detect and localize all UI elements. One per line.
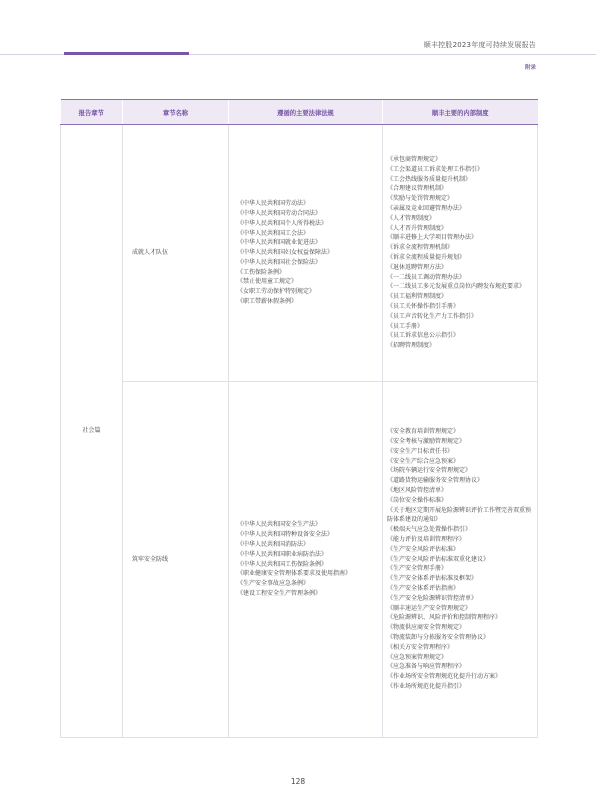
list-item: 《作业场所安全管理规范化提升行动方案》 bbox=[387, 673, 502, 681]
header-accent-bar bbox=[64, 52, 189, 55]
list-item: 《生产安全风险评估标准》 bbox=[387, 545, 460, 553]
list-item: 《奖励与处罚管理规定》 bbox=[387, 195, 454, 203]
list-item: 《危险源辨识、风险评价和控制管理程序》 bbox=[387, 614, 502, 622]
list-item: 《诉求全流程质量提升规划》 bbox=[387, 254, 466, 261]
chapter-name-cell: 成就人才队伍 bbox=[123, 125, 229, 382]
list-item: 《女职工劳动保护特别规定》 bbox=[237, 288, 316, 296]
internal-policies-cell bbox=[383, 382, 538, 738]
list-item: 《安全教育培训管理规定》 bbox=[387, 428, 460, 436]
list-item: 《极端天气应急处置操作指引》 bbox=[387, 526, 472, 534]
table-row bbox=[61, 382, 538, 738]
table-row bbox=[61, 125, 538, 382]
list-item: 《作业场所规范化提升指引》 bbox=[387, 682, 466, 690]
list-item: 《人才管理制度》 bbox=[387, 214, 436, 222]
list-item: 《生产安全体系评估标准及框架》 bbox=[387, 575, 478, 583]
laws-cell bbox=[229, 382, 383, 738]
column-header-report-chapter: 报告章节 bbox=[61, 100, 123, 125]
list-item: 《职工带薪休假条例》 bbox=[237, 298, 298, 306]
list-item: 《关于地区定期开展危险源辨识评价工作暨完善双重预防体系建设的通知》 bbox=[387, 506, 532, 524]
list-item: 《中华人民共和国劳动法》 bbox=[237, 200, 310, 208]
list-item: 《工会热线服务质量提升机制》 bbox=[387, 175, 472, 183]
list-item: 《一二线员工多元发展重点岗位内聘发布规范要求》 bbox=[387, 283, 526, 291]
column-header-internal-policies: 顺丰主要的内部制度 bbox=[383, 100, 538, 125]
list-item: 《生产安全管理手册》 bbox=[387, 565, 448, 573]
list-item: 《应急准备与响应管理程序》 bbox=[387, 663, 466, 671]
list-item: 《员工福利管理制度》 bbox=[387, 293, 448, 301]
list-item: 《员工诉求信息公示指引》 bbox=[387, 332, 460, 340]
list-item: 《生产安全事故应急条例》 bbox=[237, 580, 310, 588]
list-item: 《中华人民共和国工会法》 bbox=[237, 229, 310, 237]
table-header-row bbox=[61, 100, 538, 125]
regulations-table bbox=[60, 99, 538, 738]
list-item: 《中华人民共和国职业病防治法》 bbox=[237, 550, 328, 558]
list-item: 《员工声音转化生产力工作指引》 bbox=[387, 312, 478, 320]
list-item: 《能力评价及培训管理程序》 bbox=[387, 536, 466, 543]
list-item: 《生产安全风险评估标准双重化建议》 bbox=[387, 555, 490, 563]
list-item: 《场院车辆运行安全管理规定》 bbox=[387, 467, 472, 475]
list-item: 《承包商管理规定》 bbox=[387, 156, 442, 164]
list-item: 《亲属及竞业回避管理办法》 bbox=[387, 205, 466, 213]
list-item: 《中华人民共和国消防法》 bbox=[237, 540, 310, 548]
list-item: 《安全生产综合应急预案》 bbox=[387, 457, 460, 465]
column-header-laws: 遵循的主要法律法规 bbox=[229, 100, 383, 125]
list-item: 《员工关怀操作指引手册》 bbox=[387, 302, 460, 310]
section-label: 附录 bbox=[524, 65, 536, 71]
list-item: 《招聘管理制度》 bbox=[387, 342, 436, 350]
list-item: 《工伤保险条例》 bbox=[237, 268, 286, 276]
list-item: 《安全生产目标责任书》 bbox=[387, 447, 454, 455]
list-item: 《顺丰进修上大学项目管理办法》 bbox=[387, 234, 478, 242]
list-item: 《物流供应商安全管理规定》 bbox=[387, 624, 466, 632]
list-item: 《岗位安全操作标准》 bbox=[387, 496, 448, 504]
column-header-chapter-name: 章节名称 bbox=[123, 100, 229, 125]
list-item: 《一二线员工调动管理办法》 bbox=[387, 273, 466, 281]
page-number: 128 bbox=[290, 777, 306, 786]
list-item: 《物流装卸与分拣服务安全管理协议》 bbox=[387, 633, 490, 641]
list-item: 《生产安全危险源辨识管控清单》 bbox=[387, 594, 478, 602]
list-item: 《生产安全体系评估指南》 bbox=[387, 584, 460, 592]
list-item: 《相关方安全管理程序》 bbox=[387, 643, 454, 651]
list-item: 《顺丰速运生产安全管理规定》 bbox=[387, 604, 472, 612]
list-item: 《中华人民共和国妇女权益保障法》 bbox=[237, 249, 334, 257]
list-item: 《职业健康安全管理体系要求及使用指南》 bbox=[237, 570, 352, 578]
list-item: 《工会渠道员工诉求处理工作指引》 bbox=[387, 165, 484, 173]
report-title: 顺丰控股2023年度可持续发展报告 bbox=[423, 41, 536, 49]
list-item: 《员工手册》 bbox=[387, 322, 424, 330]
list-item: 《中华人民共和国工伤保险条例》 bbox=[237, 560, 328, 568]
list-item: 《中华人民共和国劳动合同法》 bbox=[237, 209, 322, 217]
list-item: 《合理建议管理机制》 bbox=[387, 185, 448, 193]
list-item: 《诉求全流程管理机制》 bbox=[387, 244, 454, 252]
chapter-name-cell: 筑牢安全防线 bbox=[123, 382, 229, 738]
list-item: 《应急预案管理规定》 bbox=[387, 653, 448, 661]
list-item: 《中华人民共和国个人所得税法》 bbox=[237, 219, 328, 227]
list-item: 《中华人民共和国就业促进法》 bbox=[237, 239, 322, 247]
list-item: 《中华人民共和国安全生产法》 bbox=[237, 521, 322, 529]
list-item: 《建设工程安全生产管理条例》 bbox=[237, 589, 322, 597]
list-item: 《退休返聘管理方法》 bbox=[387, 263, 448, 271]
list-item: 《人才晋升管理制度》 bbox=[387, 224, 448, 232]
list-item: 《道路货物运输服务安全管理协议》 bbox=[387, 477, 484, 485]
report-chapter-cell: 社会篇 bbox=[61, 125, 123, 738]
list-item: 《禁止使用童工规定》 bbox=[237, 278, 298, 286]
internal-policies-cell bbox=[383, 125, 538, 382]
list-item: 《地区风险管控清单》 bbox=[387, 487, 448, 495]
laws-cell bbox=[229, 125, 383, 382]
list-item: 《中华人民共和国社会保险法》 bbox=[237, 258, 322, 266]
list-item: 《安全考核与激励管理规定》 bbox=[387, 438, 466, 446]
list-item: 《中华人民共和国特种设备安全法》 bbox=[237, 531, 334, 539]
